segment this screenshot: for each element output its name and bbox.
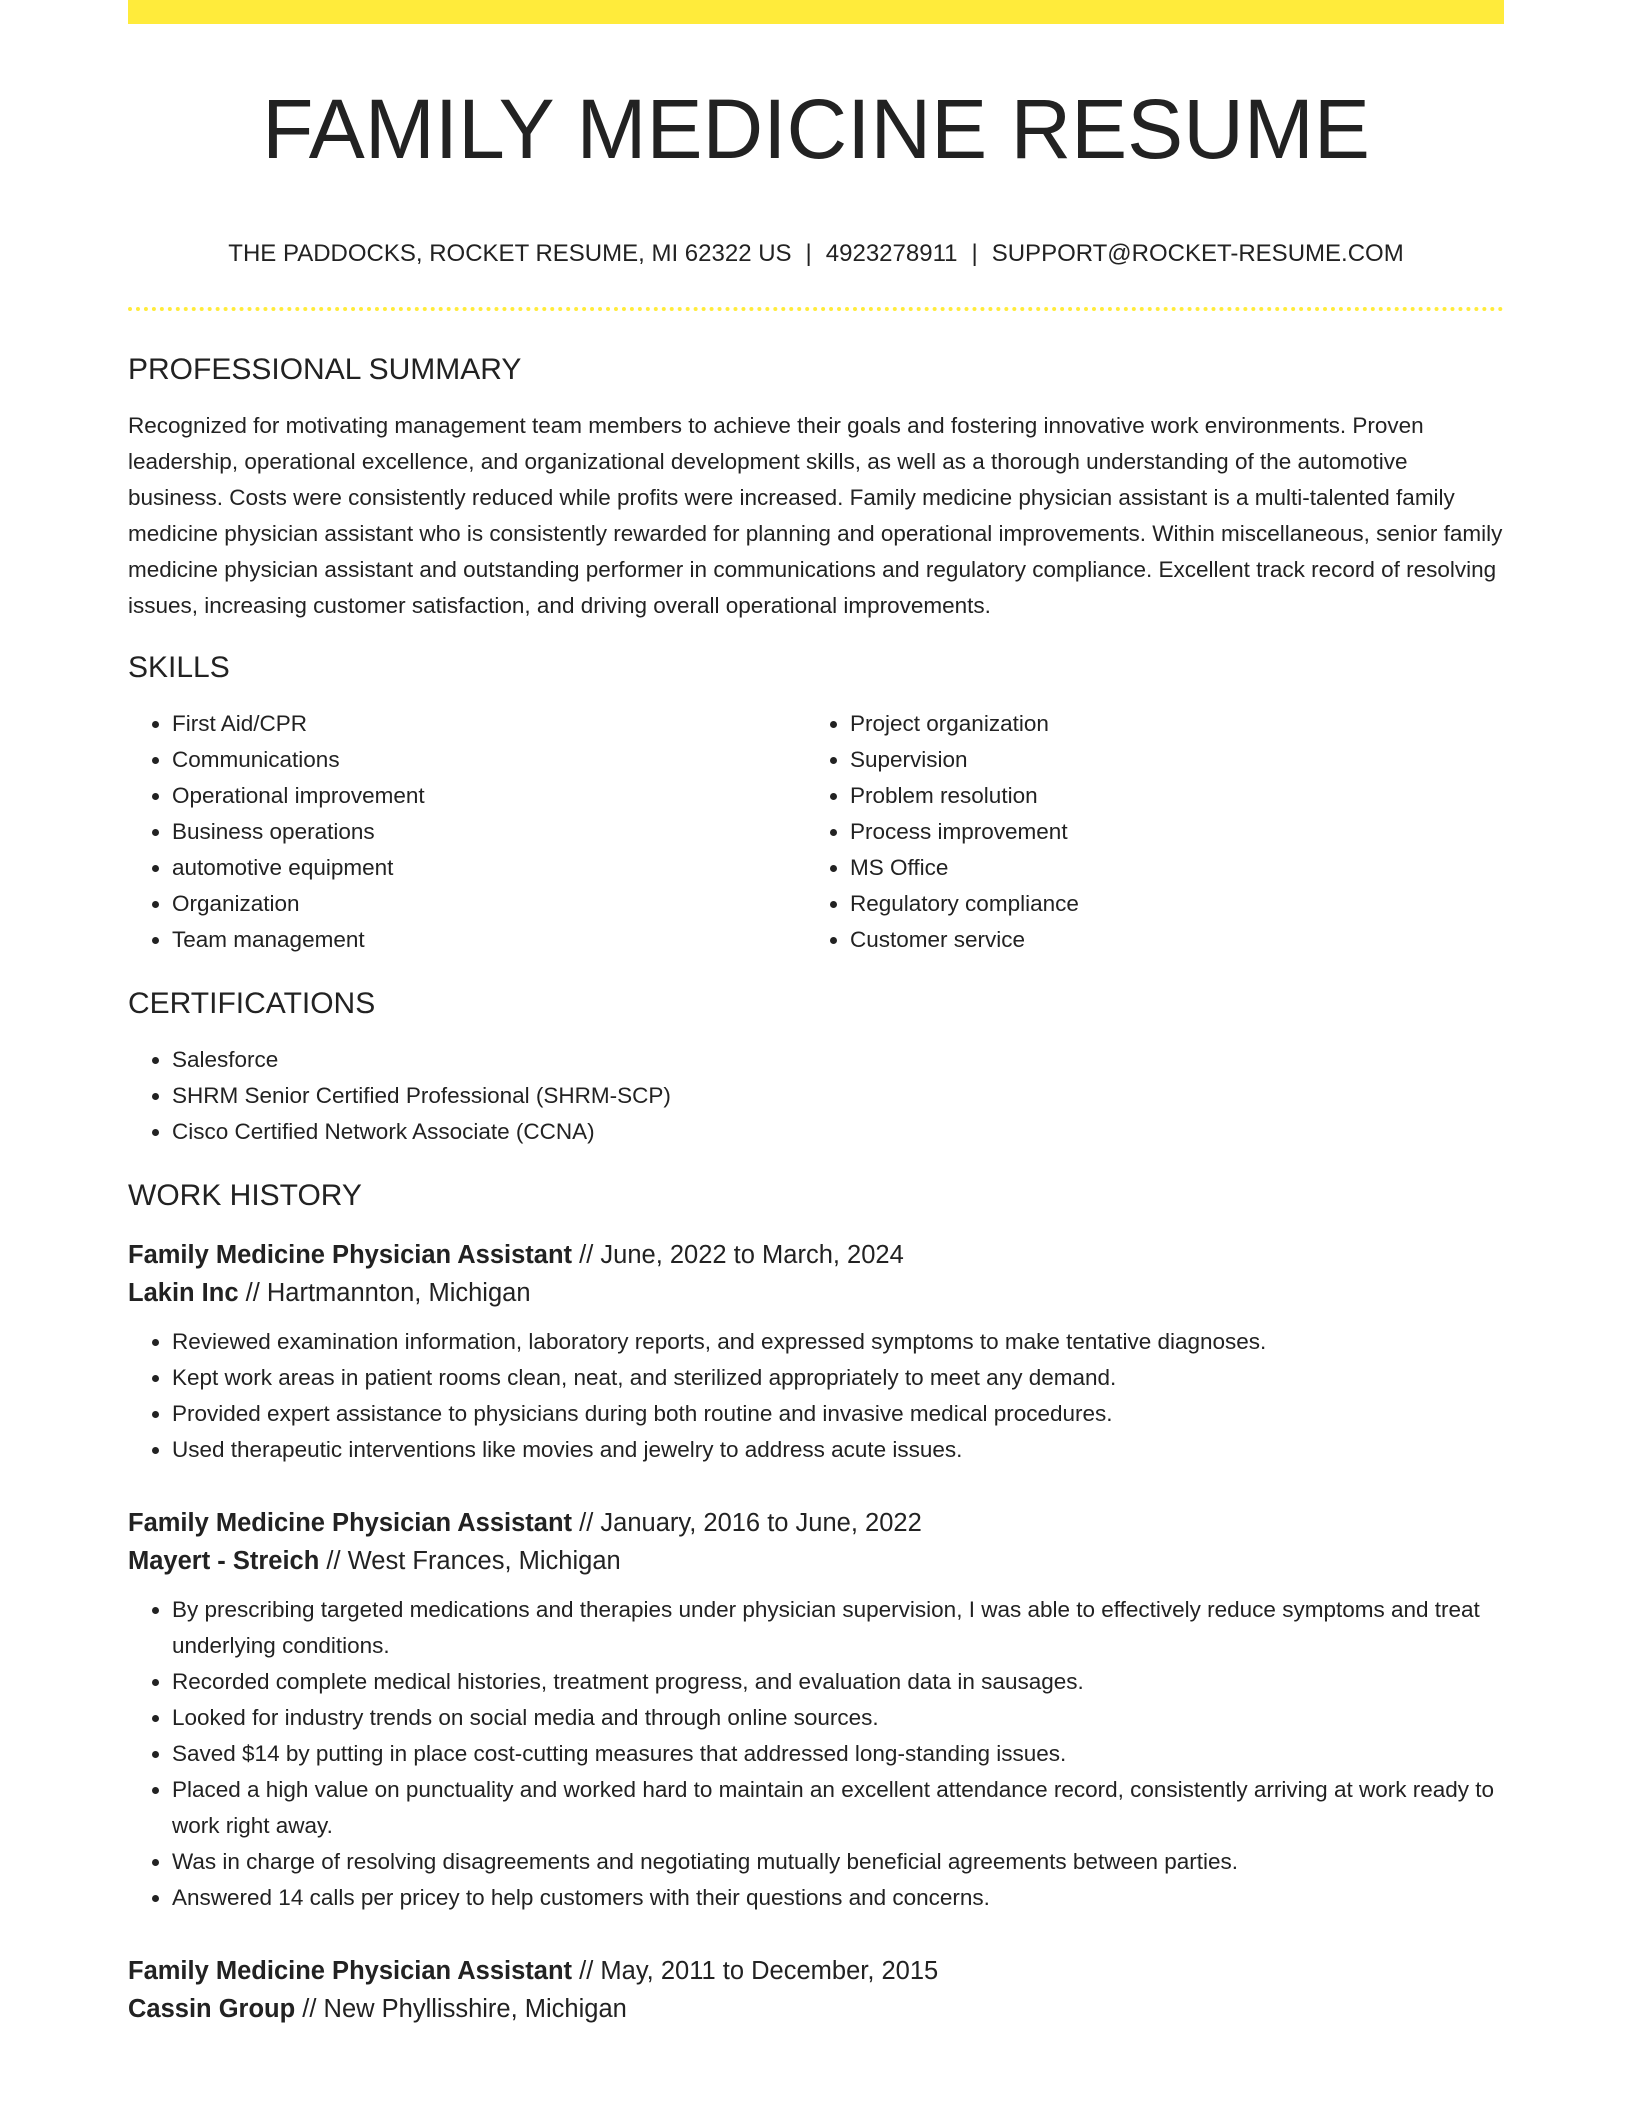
skill-item: • Team management [172, 922, 806, 958]
job-entry [128, 1504, 1504, 1916]
skill-item: • Problem resolution [850, 778, 1504, 814]
email: SUPPORT@ROCKET-RESUME.COM [991, 240, 1404, 267]
job-title: Family Medicine Physician Assistant [128, 1241, 573, 1269]
job-dates: // May, 2011 to December, 2015 [579, 1957, 939, 1985]
job-bullet: • Reviewed examination information, laboratory reports, and expressed symptoms to make tentative diagnoses. [172, 1324, 1504, 1360]
job-title-line [128, 1504, 1504, 1542]
job-bullet: • Looked for industry trends on social media and through online sources. [172, 1700, 1504, 1736]
skills-columns [128, 706, 1504, 958]
skills-left-column [128, 706, 806, 958]
job-title: Family Medicine Physician Assistant [128, 1509, 573, 1537]
work-history-section [128, 1176, 1504, 2028]
job-bullet: • Used therapeutic interventions like movies and jewelry to address acute issues. [172, 1432, 1504, 1468]
company-name: Lakin Inc [128, 1279, 239, 1307]
job-dates: // June, 2022 to March, 2024 [579, 1241, 904, 1269]
dotted-divider [128, 307, 1504, 311]
skill-item: • Project organization [850, 706, 1504, 742]
job-company-line [128, 1542, 1504, 1580]
job-location: // Hartmannton, Michigan [245, 1279, 531, 1307]
summary-section [128, 350, 1504, 624]
resume-body [128, 350, 1504, 2028]
job-company-line [128, 1274, 1504, 1312]
skill-item: • Process improvement [850, 814, 1504, 850]
job-bullet: • Provided expert assistance to physicians during both routine and invasive medical procedures. [172, 1396, 1504, 1432]
contact-line [128, 236, 1504, 272]
job-title: Family Medicine Physician Assistant [128, 1957, 573, 1985]
skill-item: • Regulatory compliance [850, 886, 1504, 922]
job-bullet: • By prescribing targeted medications and therapies under physician supervision, I was able to effectively reduce symptoms and treat underlying conditions. [172, 1592, 1504, 1664]
separator: | [805, 240, 812, 267]
job-company-line [128, 1990, 1504, 2028]
job-bullet: • Placed a high value on punctuality and worked hard to maintain an excellent attendance record, consistently arriving at work ready to work right away. [172, 1772, 1504, 1844]
skill-item: • Organization [172, 886, 806, 922]
section-heading: WORK HISTORY [128, 1179, 362, 1212]
skill-item: • Business operations [172, 814, 806, 850]
certification-item: • SHRM Senior Certified Professional (SHRM-SCP) [172, 1078, 1504, 1114]
skill-item: • Customer service [850, 922, 1504, 958]
phone: 4923278911 [825, 240, 958, 267]
job-bullet: • Saved $14 by putting in place cost-cutting measures that addressed long-standing issues. [172, 1736, 1504, 1772]
company-name: Mayert - Streich [128, 1547, 320, 1575]
skill-item: • First Aid/CPR [172, 706, 806, 742]
job-location: // New Phyllisshire, Michigan [302, 1995, 627, 2023]
certifications-section [128, 984, 1504, 1150]
section-heading: PROFESSIONAL SUMMARY [128, 353, 522, 386]
job-bullets [128, 1592, 1504, 1916]
skill-item: • Operational improvement [172, 778, 806, 814]
job-bullet: • Kept work areas in patient rooms clean, neat, and sterilized appropriately to meet any demand. [172, 1360, 1504, 1396]
job-bullet: • Was in charge of resolving disagreements and negotiating mutually beneficial agreements between parties. [172, 1844, 1504, 1880]
job-location: // West Frances, Michigan [326, 1547, 621, 1575]
skill-item: • Supervision [850, 742, 1504, 778]
job-bullet: • Recorded complete medical histories, treatment progress, and evaluation data in sausages. [172, 1664, 1504, 1700]
resume-title: FAMILY MEDICINE RESUME [262, 82, 1370, 176]
job-dates: // January, 2016 to June, 2022 [579, 1509, 922, 1537]
job-title-line [128, 1236, 1504, 1274]
summary-text: Recognized for motivating management team members to achieve their goals and fostering innovative work environments. Proven leadership, operational excellence, and organizational development skills, as well as a thorough understanding of the automotive business. Costs were consistently reduced while profits were increased. Family medicine physician assistant is a multi-talented family medicine physician assistant who is consistently rewarded for planning and operational improvements. Within miscellaneous, senior family medicine physician assistant and outstanding performer in communications and regulatory compliance. Excellent track record of resolving issues, increasing customer satisfaction, and driving overall operational improvements. [128, 413, 1503, 618]
address: THE PADDOCKS, ROCKET RESUME, MI 62322 US [228, 240, 792, 267]
job-entry [128, 1236, 1504, 1468]
certification-item: • Salesforce [172, 1042, 1504, 1078]
skill-item: • Communications [172, 742, 806, 778]
skill-item: • automotive equipment [172, 850, 806, 886]
job-entry [128, 1952, 1504, 2028]
certifications-list [128, 1042, 1504, 1150]
job-title-line [128, 1952, 1504, 1990]
skills-section [128, 648, 1504, 958]
job-bullets [128, 1324, 1504, 1468]
top-accent-bar [128, 0, 1504, 24]
company-name: Cassin Group [128, 1995, 296, 2023]
skill-item: • MS Office [850, 850, 1504, 886]
certification-item: • Cisco Certified Network Associate (CCNA) [172, 1114, 1504, 1150]
job-bullet: • Answered 14 calls per pricey to help customers with their questions and concerns. [172, 1880, 1504, 1916]
section-heading: SKILLS [128, 651, 230, 684]
section-heading: CERTIFICATIONS [128, 987, 376, 1020]
skills-right-column [806, 706, 1504, 958]
separator: | [971, 240, 978, 267]
